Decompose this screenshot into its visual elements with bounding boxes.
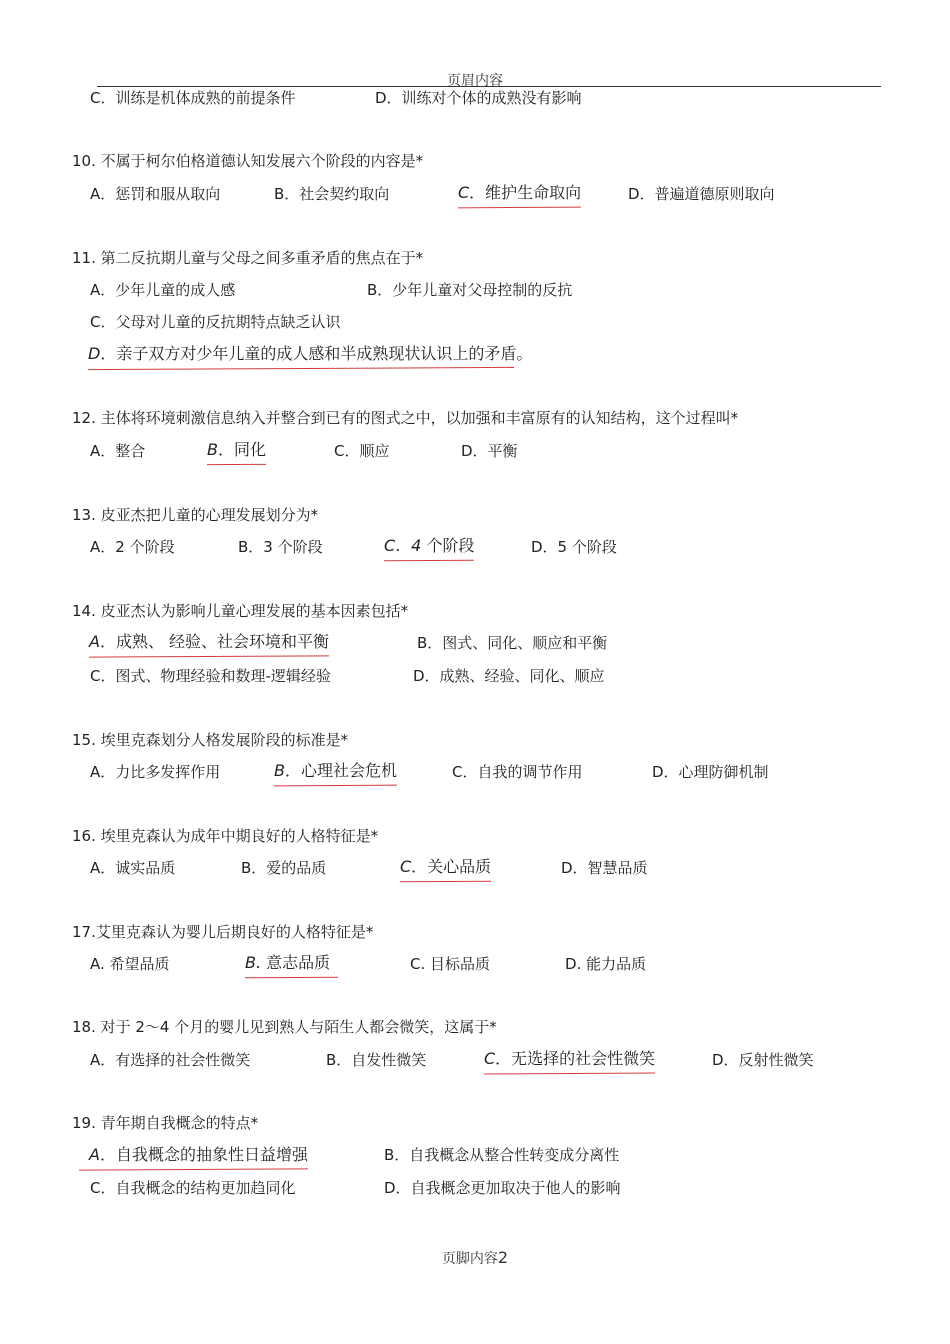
q13-option-d: D．5 个阶段 bbox=[531, 538, 617, 556]
answer-underline bbox=[384, 560, 474, 561]
option-d: D．训练对个体的成熟没有影响 bbox=[375, 89, 582, 107]
q16-option-a: A．诚实品质 bbox=[90, 859, 176, 877]
q14-option-c: C．图式、物理经验和数理-逻辑经验 bbox=[90, 667, 331, 685]
q17-option-d: D. 能力品质 bbox=[565, 955, 647, 973]
q15-answer-b bbox=[274, 761, 397, 781]
page-header: 页眉内容 bbox=[447, 73, 503, 89]
answer-letter: B bbox=[207, 440, 218, 459]
q16-option-d: D．智慧品质 bbox=[561, 859, 648, 877]
answer-text: 个阶段 bbox=[421, 536, 475, 555]
answer-tail: 。 bbox=[516, 344, 533, 363]
q18-option-d: D．反射性微笑 bbox=[712, 1051, 814, 1069]
header-rule bbox=[97, 86, 881, 87]
question-18-stem: 18. 对于 2～4 个月的婴儿见到熟人与陌生人都会微笑，这属于* bbox=[72, 1018, 497, 1036]
answer-text: ．心理社会危机 bbox=[284, 761, 397, 780]
q14-option-b: B．图式、同化、顺应和平衡 bbox=[417, 634, 608, 652]
answer-underline bbox=[400, 881, 491, 882]
q11-option-a: A．少年儿童的成人感 bbox=[90, 281, 236, 299]
q18-answer-c bbox=[484, 1049, 655, 1069]
q12-option-a: A．整合 bbox=[90, 442, 146, 460]
answer-letter: D bbox=[88, 344, 101, 363]
answer-text: ．亲子双方对少年儿童的成人感和半成熟现状认识上的矛盾 bbox=[100, 344, 517, 363]
q10-answer-c bbox=[458, 183, 581, 203]
question-15-stem: 15. 埃里克森划分人格发展阶段的标准是* bbox=[72, 731, 349, 749]
q15-option-c: C．自我的调节作用 bbox=[452, 763, 583, 781]
option-c: C．训练是机体成熟的前提条件 bbox=[90, 89, 296, 107]
q15-option-d: D．心理防御机制 bbox=[652, 763, 769, 781]
q14-option-d: D．成熟、经验、同化、顺应 bbox=[413, 667, 605, 685]
answer-letter: C bbox=[400, 857, 412, 876]
footer-text: 页脚内容 bbox=[441, 1251, 498, 1267]
answer-text: ．关心品质 bbox=[411, 857, 492, 876]
answer-underline bbox=[458, 207, 581, 209]
question-13-stem: 13. 皮亚杰把儿童的心理发展划分为* bbox=[72, 506, 319, 524]
q17-option-a: A. 希望品质 bbox=[90, 955, 170, 973]
answer-letter: A bbox=[89, 1145, 100, 1164]
q18-option-a: A．有选择的社会性微笑 bbox=[90, 1051, 251, 1069]
q11-answer-d bbox=[88, 344, 532, 364]
page-footer bbox=[0, 1248, 950, 1268]
question-12-stem: 12. 主体将环境刺激信息纳入并整合到已有的图式之中，以加强和丰富原有的认知结构，这个过程叫* bbox=[72, 409, 739, 427]
answer-text: ．成熟、 经验、社会环境和平衡 bbox=[99, 632, 330, 651]
q12-option-d: D．平衡 bbox=[461, 442, 518, 460]
q10-option-b: B．社会契约取向 bbox=[274, 185, 390, 203]
answer-text: ．自我概念的抽象性日益增强 bbox=[99, 1145, 308, 1164]
q19-answer-a bbox=[89, 1145, 308, 1165]
q17-answer-b bbox=[245, 953, 330, 973]
q17-option-c: C. 目标品质 bbox=[410, 955, 491, 973]
q13-option-a: A．2 个阶段 bbox=[90, 538, 175, 556]
answer-text: ．无选择的社会性微笑 bbox=[495, 1049, 656, 1068]
page-number: 2 bbox=[497, 1248, 509, 1267]
q18-option-b: B．自发性微笑 bbox=[326, 1051, 427, 1069]
q13-option-b: B．3 个阶段 bbox=[238, 538, 323, 556]
answer-text: ．维护生命取向 bbox=[469, 183, 582, 202]
q15-option-a: A．力比多发挥作用 bbox=[90, 763, 221, 781]
q10-option-d: D．普遍道德原则取向 bbox=[628, 185, 775, 203]
answer-underline bbox=[245, 977, 338, 978]
q19-option-d: D．自我概念更加取决于他人的影响 bbox=[384, 1179, 621, 1197]
q19-option-b: B．自我概念从整合性转变成分离性 bbox=[384, 1146, 620, 1164]
q12-answer-b bbox=[207, 440, 266, 460]
q10-option-a: A．惩罚和服从取向 bbox=[90, 185, 221, 203]
question-10-stem: 10. 不属于柯尔伯格道德认知发展六个阶段的内容是* bbox=[72, 152, 424, 170]
answer-letter: B bbox=[274, 761, 285, 780]
answer-letter: C bbox=[458, 183, 470, 202]
question-14-stem: 14. 皮亚杰认为影响儿童心理发展的基本因素包括* bbox=[72, 602, 409, 620]
q16-option-b: B．爱的品质 bbox=[241, 859, 327, 877]
answer-underline bbox=[89, 655, 329, 657]
answer-underline bbox=[484, 1073, 655, 1075]
question-17-stem: 17.艾里克森认为婴儿后期良好的人格特征是* bbox=[72, 923, 374, 941]
answer-underline bbox=[79, 1168, 308, 1170]
q13-answer-c bbox=[384, 536, 474, 556]
answer-underline bbox=[274, 785, 397, 787]
q12-option-c: C．顺应 bbox=[334, 442, 390, 460]
answer-letter: C．4 bbox=[384, 536, 422, 555]
q19-option-c: C．自我概念的结构更加趋同化 bbox=[90, 1179, 296, 1197]
answer-underline bbox=[88, 367, 514, 370]
q11-option-c: C．父母对儿童的反抗期特点缺乏认识 bbox=[90, 313, 341, 331]
answer-letter: B. bbox=[245, 953, 262, 972]
answer-letter: C bbox=[484, 1049, 496, 1068]
answer-letter: A bbox=[89, 632, 100, 651]
q16-answer-c bbox=[400, 857, 491, 877]
answer-text: ．同化 bbox=[217, 440, 266, 459]
question-19-stem: 19. 青年期自我概念的特点* bbox=[72, 1114, 259, 1132]
answer-underline bbox=[207, 464, 266, 465]
question-16-stem: 16. 埃里克森认为成年中期良好的人格特征是* bbox=[72, 827, 379, 845]
answer-text: 意志品质 bbox=[261, 953, 331, 972]
q11-option-b: B．少年儿童对父母控制的反抗 bbox=[367, 281, 573, 299]
q14-answer-a bbox=[89, 632, 329, 652]
question-11-stem: 11. 第二反抗期儿童与父母之间多重矛盾的焦点在于* bbox=[72, 249, 424, 267]
